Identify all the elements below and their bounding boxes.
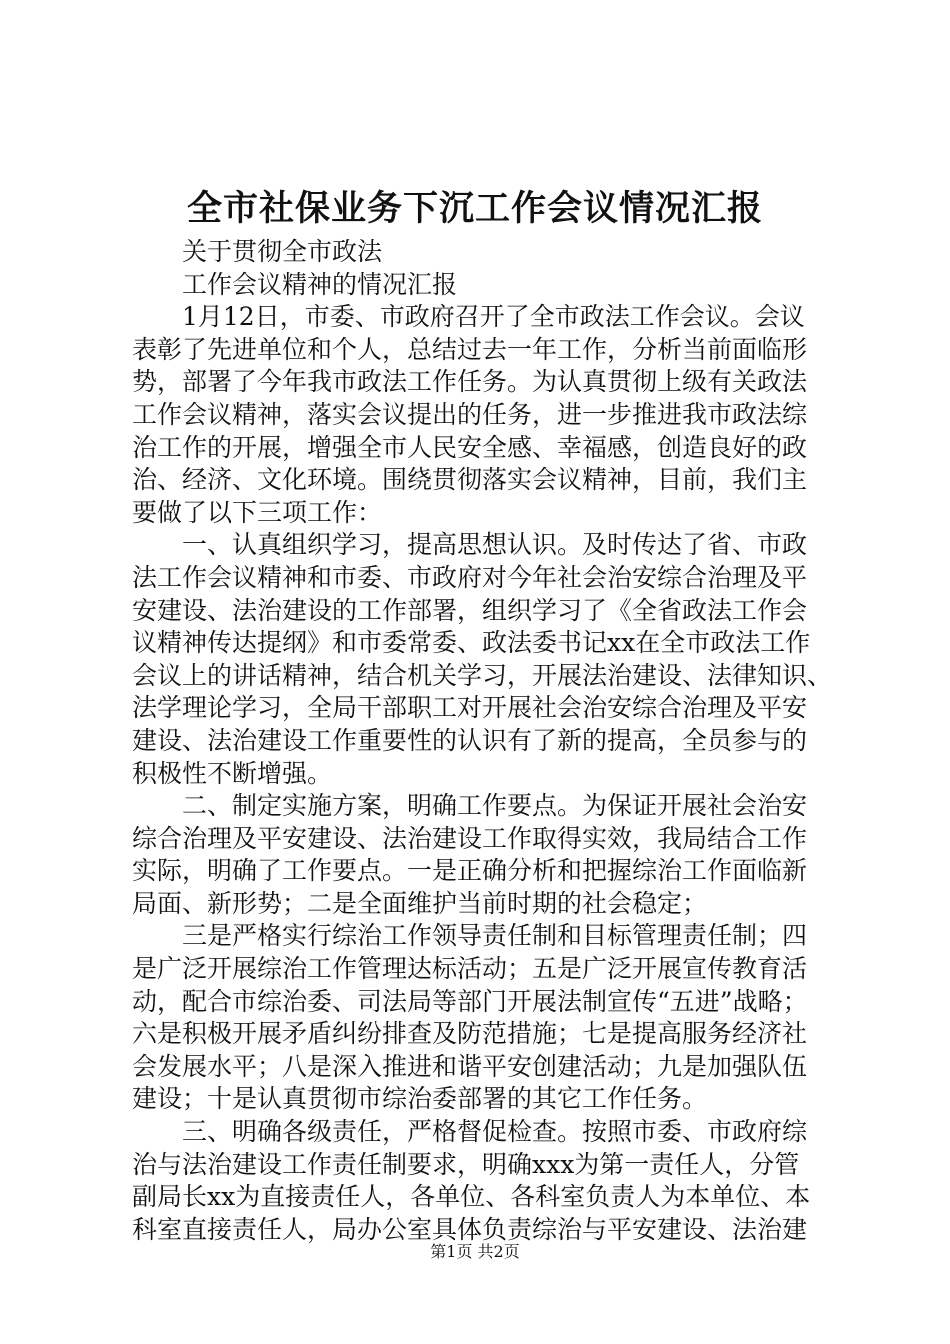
body-line: 副局长xx为直接责任人，各单位、各科室负责人为本单位、本 [132,1182,811,1212]
body-line: 关于贯彻全市政法 [182,237,383,266]
body-line: 势，部署了今年我市政法工作任务。为认真贯彻上级有关政法 [132,367,808,397]
body-line: 积极性不断增强。 [132,758,333,788]
body-line: 一、认真组织学习，提高思想认识。及时传达了省、市政 [182,530,808,560]
document-title: 全市社保业务下沉工作会议情况汇报 [186,188,763,229]
body-line: 治与法治建设工作责任制要求，明确xxx为第一责任人，分管 [132,1149,800,1179]
document-body [132,236,834,1246]
body-line: 工作会议精神的情况汇报 [182,269,458,299]
body-line: 会发展水平；八是深入推进和谐平安创建活动；九是加强队伍 [132,1051,808,1081]
body-line: 治、经济、文化环境。围绕贯彻落实会议精神，目前，我们主 [132,465,808,495]
body-line: 会议上的讲话精神，结合机关学习，开展法治建设、法律知识、 [132,660,833,690]
body-line: 治工作的开展，增强全市人民安全感、幸福感，创造良好的政 [132,432,808,462]
body-line: 安建设、法治建设的工作部署，组织学习了《全省政法工作会 [132,595,808,625]
body-line: 实际，明确了工作要点。一是正确分析和把握综治工作面临新 [132,856,808,886]
body-line: 六是积极开展矛盾纠纷排查及防范措施；七是提高服务经济社 [132,1019,808,1049]
body-line: 建设；十是认真贯彻市综治委部署的其它工作任务。 [132,1084,708,1114]
body-line: 工作会议精神，落实会议提出的任务，进一步推进我市政法综 [132,399,808,429]
body-line: 是广泛开展综治工作管理达标活动；五是广泛开展宣传教育活 [132,954,808,984]
body-line: 法学理论学习，全局干部职工对开展社会治安综合治理及平安 [132,693,808,723]
body-line: 1月12日，市委、市政府召开了全市政法工作会议。会议 [182,302,805,332]
body-line: 综合治理及平安建设、法治建设工作取得实效，我局结合工作 [132,823,808,853]
body-line: 科室直接责任人，局办公室具体负责综治与平安建设、法治建 [132,1214,808,1244]
body-line: 建设、法治建设工作重要性的认识有了新的提高，全员参与的 [132,725,808,755]
body-line: 议精神传达提纲》和市委常委、政法委书记xx在全市政法工作 [132,628,811,658]
body-line: 二、制定实施方案，明确工作要点。为保证开展社会治安 [182,791,808,821]
body-line: 要做了以下三项工作： [132,497,383,527]
page-footer: 第1页 共2页 [430,1242,520,1261]
body-line: 三是严格实行综治工作领导责任制和目标管理责任制；四 [182,921,808,951]
body-line: 三、明确各级责任，严格督促检查。按照市委、市政府综 [182,1117,808,1147]
body-line: 局面、新形势；二是全面维护当前时期的社会稳定； [132,888,708,918]
body-line: 法工作会议精神和市委、市政府对今年社会治安综合治理及平 [132,562,808,592]
body-line: 表彰了先进单位和个人，总结过去一年工作，分析当前面临形 [132,334,808,364]
body-line: 动，配合市综治委、司法局等部门开展法制宣传“五进”战略； [132,986,808,1016]
